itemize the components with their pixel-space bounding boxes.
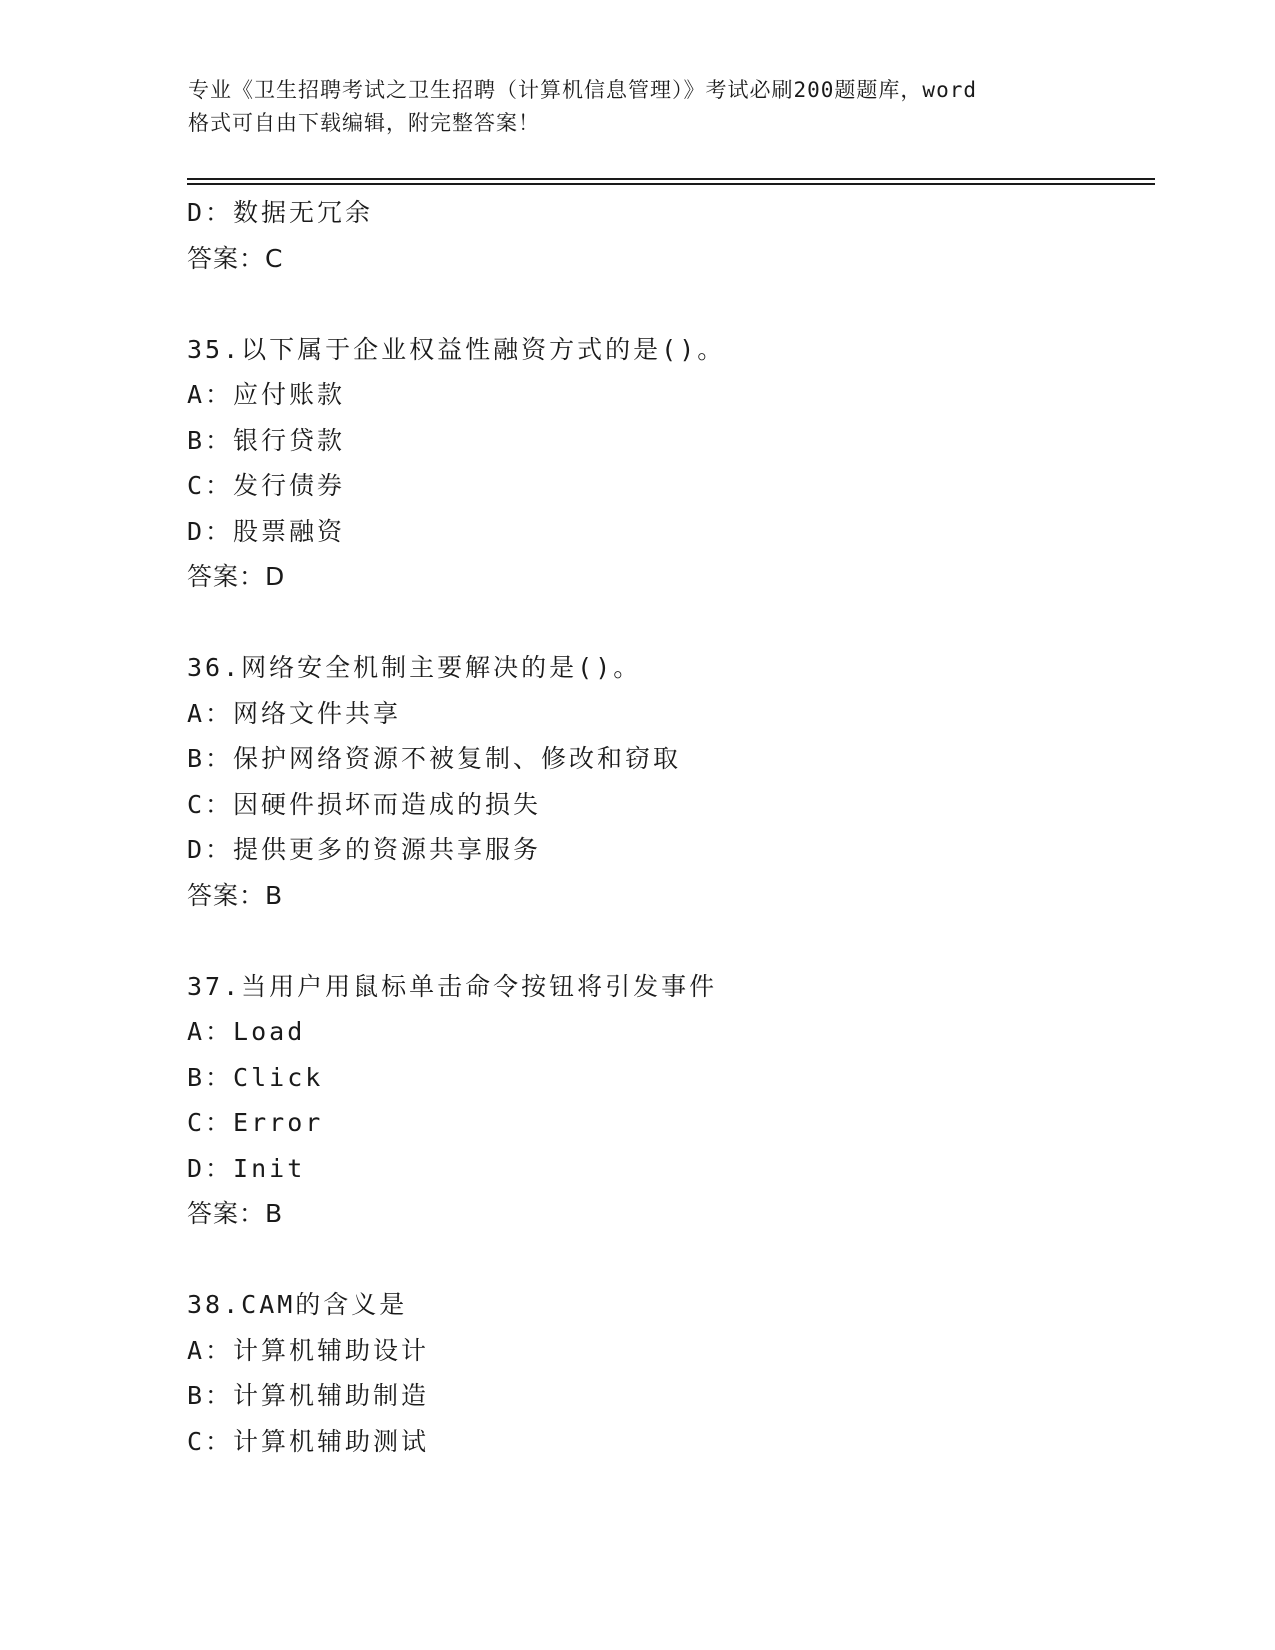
option-b: B：保护网络资源不被复制、修改和窃取 <box>187 744 682 773</box>
answer: 答案：B <box>187 1199 284 1228</box>
leading-option-d: D：数据无冗余 <box>187 198 374 227</box>
spacer <box>187 600 1155 646</box>
option-a: A：应付账款 <box>187 380 346 409</box>
question-stem: 35.以下属于企业权益性融资方式的是()。 <box>187 334 726 364</box>
spacer <box>187 1237 1155 1283</box>
question-37 <box>187 964 1155 1237</box>
header-line-2: 格式可自由下载编辑，附完整答案！ <box>188 111 540 135</box>
header-rule-bottom <box>187 183 1155 185</box>
option-d: D：股票融资 <box>187 516 346 546</box>
option-a: A：Load <box>187 1017 306 1046</box>
option-a: A：网络文件共享 <box>187 698 402 728</box>
header-line-1: 专业《卫生招聘考试之卫生招聘（计算机信息管理）》考试必刷200题题库，word <box>188 78 977 102</box>
header-rule-top <box>187 178 1155 180</box>
option-d: D：Init <box>187 1153 306 1183</box>
spacer <box>187 281 1155 327</box>
option-c: C：因硬件损坏而造成的损失 <box>187 789 542 819</box>
spacer <box>187 918 1155 964</box>
option-b: B：计算机辅助制造 <box>187 1381 430 1410</box>
option-b: B：Click <box>187 1062 324 1092</box>
option-a: A：计算机辅助设计 <box>187 1335 430 1365</box>
question-stem: 37.当用户用鼠标单击命令按钮将引发事件 <box>187 971 718 1001</box>
question-36 <box>187 645 1155 918</box>
leading-answer: 答案：C <box>187 243 284 273</box>
option-c: C：计算机辅助测试 <box>187 1426 430 1456</box>
document-header <box>188 74 1088 140</box>
option-b: B：银行贷款 <box>187 425 346 455</box>
answer: 答案：D <box>187 562 286 591</box>
option-c: C：Error <box>187 1108 324 1137</box>
question-35 <box>187 327 1155 600</box>
question-38 <box>187 1282 1155 1464</box>
option-d: D：提供更多的资源共享服务 <box>187 835 542 864</box>
answer: 答案：B <box>187 880 284 910</box>
question-stem: 36.网络安全机制主要解决的是()。 <box>187 653 642 682</box>
question-stem: 38.CAM的含义是 <box>187 1290 408 1319</box>
question-list <box>187 190 1155 1464</box>
option-c: C：发行债券 <box>187 471 346 500</box>
